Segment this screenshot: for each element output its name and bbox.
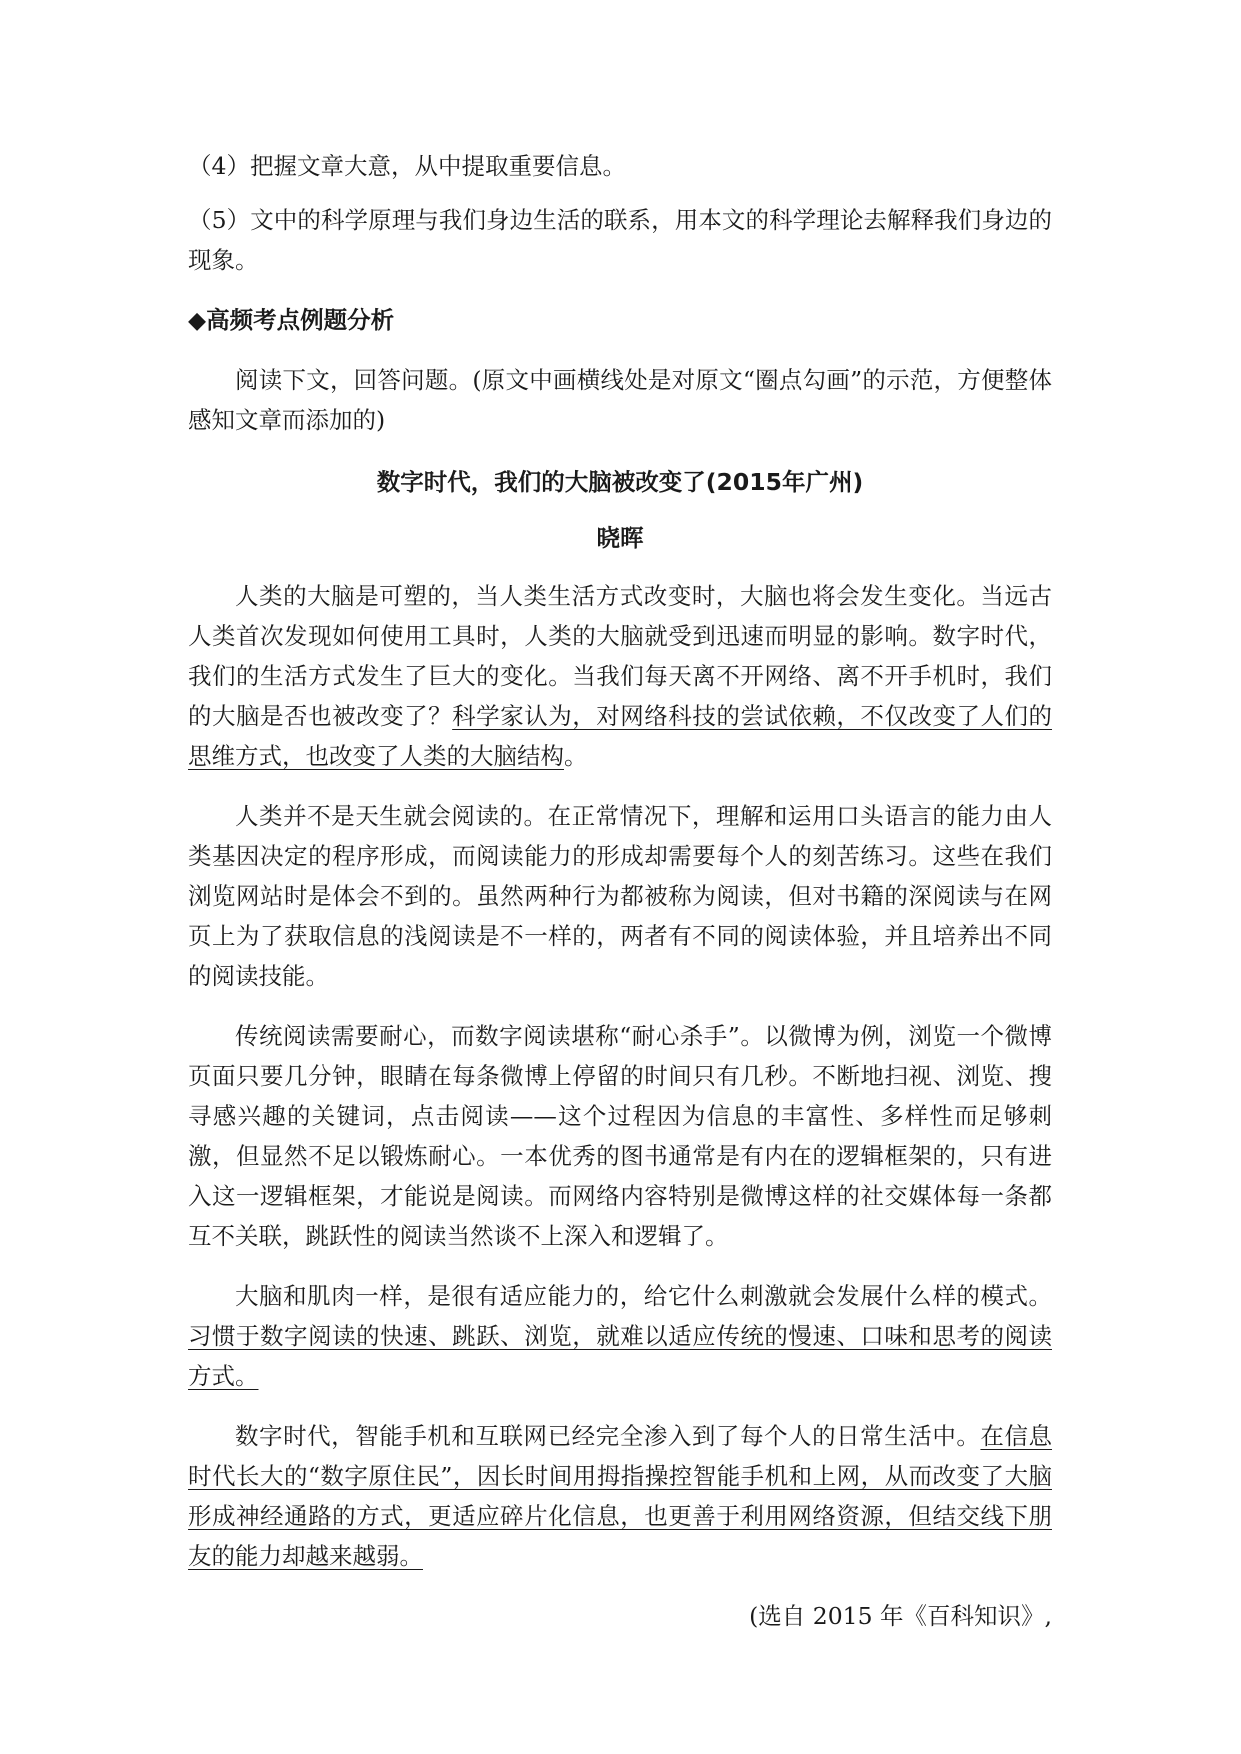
paragraph-4-text: 大脑和肌肉一样，是很有适应能力的，给它什么刺激就会发展什么样的模式。: [235, 1282, 1052, 1310]
document-content: [188, 146, 1052, 1636]
paragraph-5-underlined: 在信息时代长大的“数字原住民”，因长时间用拇指操控智能手机和上网，从而改变了大脑形成神经通路的方式，更适应碎片化信息，也更善于利用网络资源，但结交线下朋友的能力却越来越弱。: [188, 1422, 1053, 1570]
paragraph-1-end: 。: [564, 742, 588, 770]
paragraph-5: [188, 1416, 1052, 1576]
intro-paragraph: 阅读下文，回答问题。(原文中画横线处是对原文“圈点勾画”的示范，方便整体感知文章而添加的): [188, 366, 1052, 434]
section-heading: ◆高频考点例题分析: [188, 306, 395, 334]
list-item-4: （4）把握文章大意，从中提取重要信息。: [188, 152, 626, 180]
article-title: 数字时代，我们的大脑被改变了(2015年广州): [376, 468, 864, 496]
paragraph-5-text: 数字时代，智能手机和互联网已经完全渗入到了每个人的日常生活中。: [235, 1422, 981, 1450]
source-citation: (选自 2015 年《百科知识》,: [749, 1602, 1052, 1630]
paragraph-4-underlined: 习惯于数字阅读的快速、跳跃、浏览，就难以适应传统的慢速、口味和思考的阅读方式。: [188, 1322, 1052, 1390]
paragraph-2: 人类并不是天生就会阅读的。在正常情况下，理解和运用口头语言的能力由人类基因决定的程序形成，而阅读能力的形成却需要每个人的刻苦练习。这些在我们浏览网站时是体会不到的。虽然两种行为都被称为阅读，但对书籍的深阅读与在网页上为了获取信息的浅阅读是不一样的，两者有不同的阅读体验，并且培养出不同的阅读技能。: [188, 802, 1052, 990]
article-author: 晓晖: [596, 524, 644, 552]
paragraph-1-underlined: 科学家认为，对网络科技的尝试依赖，不仅改变了人们的思维方式，也改变了人类的大脑结构: [188, 702, 1053, 770]
list-item-5: （5）文中的科学原理与我们身边生活的联系，用本文的科学理论去解释我们身边的现象。: [188, 206, 1052, 274]
paragraph-1-text: 人类的大脑是可塑的，当人类生活方式改变时，大脑也将会发生变化。当远古人类首次发现如何使用工具时，人类的大脑就受到迅速而明显的影响。数字时代，我们的生活方式发生了巨大的变化。当我们每天离不开网络、离不开手机时，我们的大脑是否也被改变了？: [188, 582, 1052, 730]
paragraph-1: [188, 576, 1052, 776]
paragraph-4: [188, 1276, 1052, 1396]
paragraph-3: 传统阅读需要耐心，而数字阅读堪称“耐心杀手”。以微博为例，浏览一个微博页面只要几分钟，眼睛在每条微博上停留的时间只有几秒。不断地扫视、浏览、搜寻感兴趣的关键词，点击阅读——这个过程因为信息的丰富性、多样性而足够刺激，但显然不足以锻炼耐心。一本优秀的图书通常是有内在的逻辑框架的，只有进入这一逻辑框架，才能说是阅读。而网络内容特别是微博这样的社交媒体每一条都互不关联，跳跃性的阅读当然谈不上深入和逻辑了。: [188, 1022, 1052, 1250]
